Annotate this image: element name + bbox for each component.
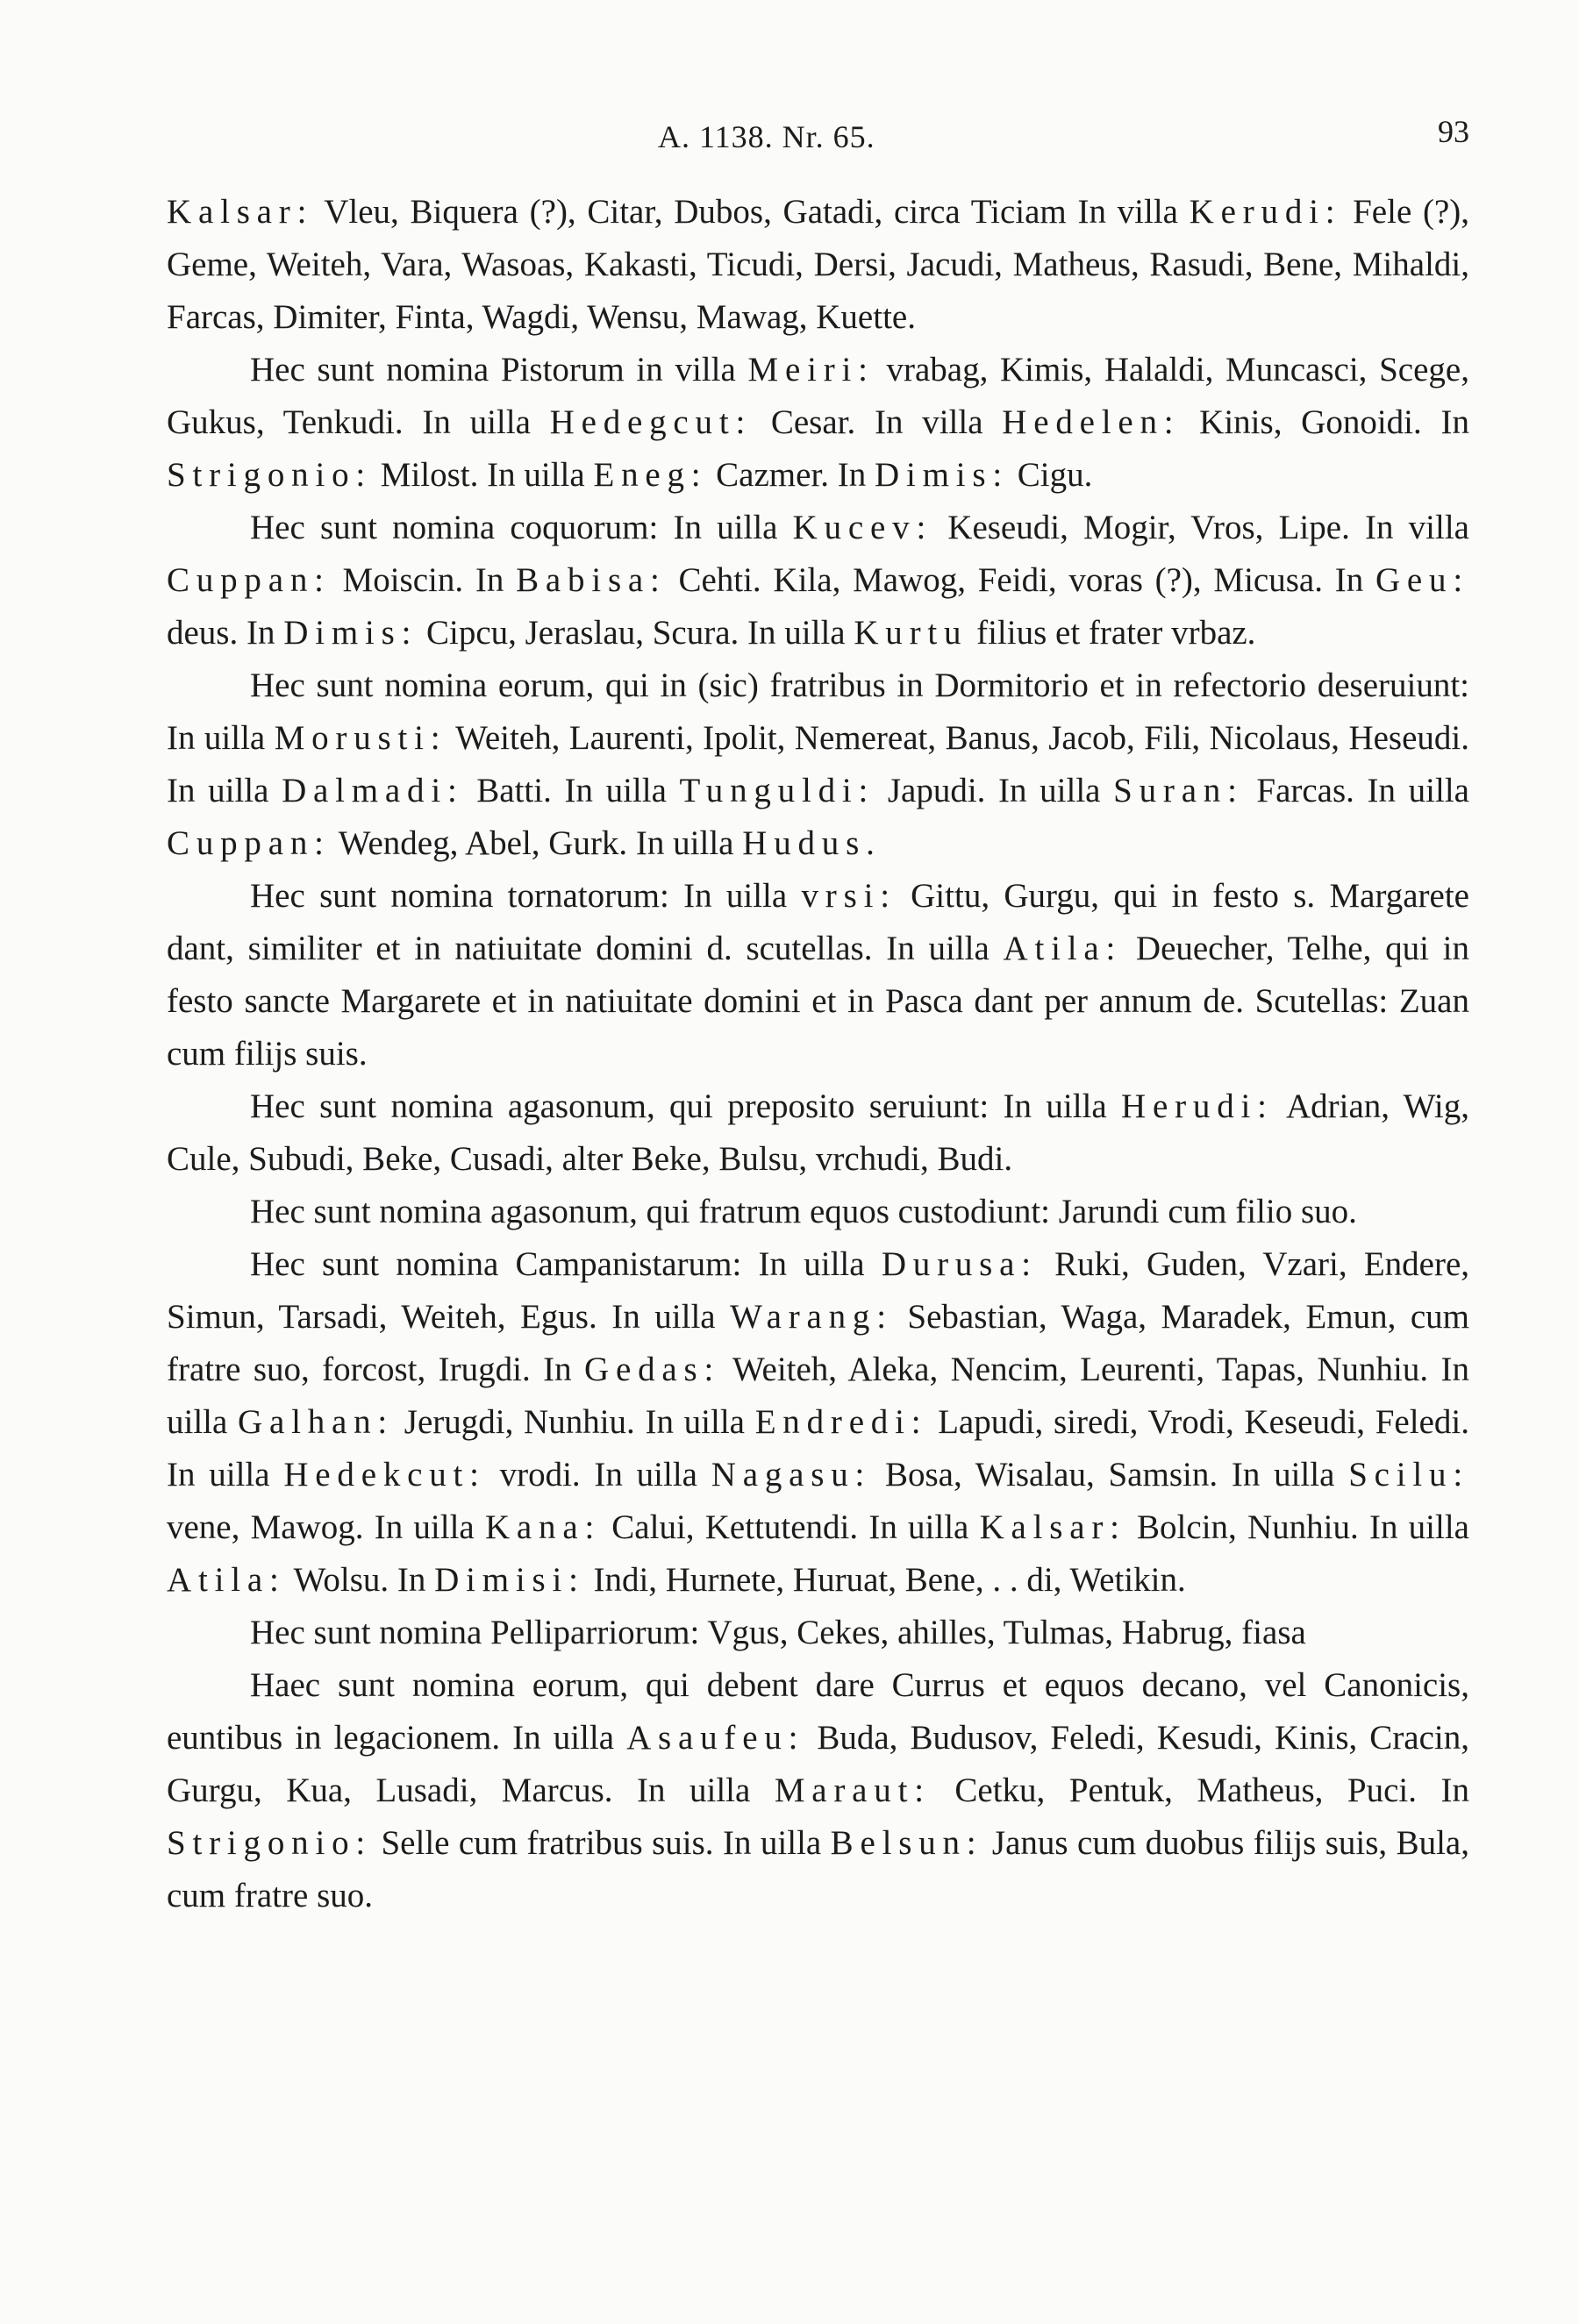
text-run: Deuecher, Telhe, qui in festo sancte Margarete et in natiuitate domini et in Pasca dant per annum de. Scutellas: Zuan cum filijs suis.	[167, 930, 1469, 1073]
paragraph	[167, 1607, 1469, 1659]
text-run: Wolsu. In	[285, 1561, 435, 1599]
text-run: Adrian, Wig, Cule, Subudi, Beke, Cusadi, alter Beke, Bulsu, vrchudi, Budi.	[167, 1087, 1469, 1178]
place-name: Dalmadi:	[282, 772, 464, 809]
place-name: Dimisi:	[434, 1561, 585, 1599]
paragraph	[167, 1080, 1469, 1186]
place-name: Endredi:	[754, 1403, 928, 1441]
text-run: Sebastian, Waga, Maradek, Emun, cum fratre suo, forcost, Irugdi. In	[167, 1298, 1469, 1388]
place-name: Hudus.	[742, 824, 882, 862]
place-name: Morusti:	[274, 719, 447, 757]
document-page	[167, 114, 1469, 1922]
place-name: Kalsar:	[167, 193, 314, 231]
text-run: Janus cum duobus filijs suis, Bula, cum fratre suo.	[167, 1824, 1469, 1914]
place-name: Asaufeu:	[626, 1719, 805, 1757]
place-name: Maraut:	[774, 1772, 931, 1809]
text-run: Jerugdi, Nunhiu. In uilla	[394, 1403, 755, 1441]
text-run: Calui, Kettutendi. In uilla	[601, 1508, 980, 1546]
place-name: Suran:	[1113, 772, 1244, 809]
running-title: A. 1138. Nr. 65.	[658, 119, 875, 154]
text-run: Cipcu, Jeraslau, Scura. In uilla	[418, 614, 854, 652]
paragraph	[167, 502, 1469, 659]
place-name: Dimis:	[875, 456, 1010, 494]
page-number: 93	[1438, 114, 1469, 149]
text-run: Lapudi, siredi, Vrodi, Keseudi, Feledi. In uilla	[167, 1403, 1469, 1493]
text-run: Weiteh, Aleka, Nencim, Leurenti, Tapas, Nunhiu. In uilla	[167, 1351, 1469, 1441]
text-run: Hec sunt nomina agasonum, qui fratrum equos custodiunt: Jarundi cum filio suo.	[250, 1193, 1357, 1230]
place-name: Durusa:	[881, 1245, 1038, 1283]
place-name: Hedegcut:	[549, 403, 753, 441]
text-run: Hec sunt nomina eorum, qui in (sic) fratribus in Dormitorio et in refectorio deseruiunt: In uilla	[167, 667, 1469, 757]
text-run: Hec sunt nomina Pistorum in villa	[250, 351, 748, 389]
text-run: Bosa, Wisalau, Samsin. In uilla	[871, 1456, 1349, 1493]
text-run: deus. In	[167, 614, 284, 652]
place-name: Belsun:	[830, 1824, 983, 1862]
place-name: Cuppan:	[167, 561, 331, 599]
text-run: Buda, Budusov, Feledi, Kesudi, Kinis, Cracin, Gurgu, Kua, Lusadi, Marcus. In uilla	[167, 1719, 1470, 1809]
text-run: Cazmer. In	[707, 456, 875, 494]
text-run: Farcas. In uilla	[1243, 772, 1469, 809]
text-run: Hec sunt nomina Campanistarum: In uilla	[250, 1245, 882, 1283]
paragraph	[167, 659, 1469, 870]
text-run: vene, Mawog. In uilla	[167, 1508, 485, 1546]
text-run: Hec sunt nomina tornatorum: In uilla	[250, 877, 802, 915]
body-text	[167, 186, 1469, 1922]
place-name: Kucev:	[792, 509, 933, 546]
text-run: Japudi. In uilla	[875, 772, 1114, 809]
paragraph	[167, 1659, 1469, 1922]
place-name: Cuppan:	[167, 824, 331, 862]
place-name: Atila:	[167, 1561, 286, 1599]
text-run: Indi, Hurnete, Huruat, Bene, . . di, Wetikin.	[584, 1561, 1186, 1599]
text-run: vrodi. In uilla	[485, 1456, 711, 1493]
place-name: vrsi:	[801, 877, 897, 915]
text-run: Haec sunt nomina eorum, qui debent dare Currus et equos decano, vel Canonicis, euntibus in legacionem. In uilla	[167, 1666, 1469, 1757]
place-name: Kalsar:	[979, 1508, 1126, 1546]
place-name: Hedekcut:	[283, 1456, 486, 1493]
text-run: Wendeg, Abel, Gurk. In uilla	[330, 824, 743, 862]
text-run: Hec sunt nomina coquorum: In uilla	[250, 509, 793, 546]
text-run: vrabag, Kimis, Halaldi, Muncasci, Scege, Gukus, Tenkudi. In uilla	[167, 351, 1469, 441]
place-name: Meiri:	[747, 351, 875, 389]
running-head	[167, 114, 1469, 175]
text-run: Milost. In uilla	[372, 456, 594, 494]
place-name: Gedas:	[584, 1351, 721, 1388]
text-run: Hec sunt nomina Pelliparriorum: Vgus, Cekes, ahilles, Tulmas, Habrug, fiasa	[250, 1614, 1306, 1651]
text-run: Keseudi, Mogir, Vros, Lipe. In villa	[932, 509, 1469, 546]
place-name: Nagasu:	[711, 1456, 872, 1493]
text-run: Cetku, Pentuk, Matheus, Puci. In	[930, 1772, 1469, 1809]
text-run: Ruki, Guden, Vzari, Endere, Simun, Tarsadi, Weiteh, Egus. In uilla	[167, 1245, 1470, 1336]
place-name: Kurtu	[854, 614, 968, 652]
place-name: Warang:	[730, 1298, 893, 1336]
text-run: Moiscin. In	[330, 561, 517, 599]
place-name: Atila:	[1003, 930, 1123, 967]
paragraph	[167, 186, 1469, 344]
paragraph	[167, 1186, 1469, 1238]
text-run: Fele (?), Geme, Weiteh, Vara, Wasoas, Kakasti, Ticudi, Dersi, Jacudi, Matheus, Rasudi, Bene, Mihaldi, Farcas, Dimiter, Finta, Wagdi, Wensu, Mawag, Kuette.	[167, 193, 1469, 336]
place-name: Tunguldi:	[679, 772, 875, 809]
place-name: Babisa:	[516, 561, 667, 599]
text-run: Cigu.	[1009, 456, 1093, 494]
text-run: Vleu, Biquera (?), Citar, Dubos, Gatadi, circa Ticiam In villa	[313, 193, 1190, 231]
paragraph	[167, 1238, 1469, 1607]
text-run: Cesar. In villa	[752, 403, 1003, 441]
text-run: Cehti. Kila, Mawog, Feidi, voras (?), Micusa. In	[666, 561, 1375, 599]
text-run: Bolcin, Nunhiu. In uilla	[1125, 1508, 1469, 1546]
text-run: Selle cum fratribus suis. In uilla	[372, 1824, 831, 1862]
place-name: Geu:	[1375, 561, 1469, 599]
place-name: Strigonio:	[167, 1824, 373, 1862]
place-name: Herudi:	[1121, 1087, 1274, 1125]
text-run: Kinis, Gonoidi. In	[1180, 403, 1469, 441]
place-name: Kerudi:	[1189, 193, 1342, 231]
text-run: Gittu, Gurgu, qui in festo s. Margarete dant, similiter et in natiuitate domini d. scutellas. In uilla	[167, 877, 1469, 967]
place-name: Galhan:	[238, 1403, 395, 1441]
place-name: Dimis:	[283, 614, 418, 652]
text-run: Hec sunt nomina agasonum, qui preposito seruiunt: In uilla	[250, 1087, 1122, 1125]
text-run: Weiteh, Laurenti, Ipolit, Nemereat, Banus, Jacob, Fili, Nicolaus, Heseudi. In uilla	[167, 719, 1469, 809]
text-run: filius et frater vrbaz.	[968, 614, 1256, 652]
text-run: Batti. In uilla	[463, 772, 680, 809]
place-name: Hedelen:	[1002, 403, 1181, 441]
place-name: Kana:	[484, 1508, 602, 1546]
paragraph	[167, 870, 1469, 1080]
place-name: Scilu:	[1348, 1456, 1469, 1493]
paragraph	[167, 344, 1469, 502]
place-name: Strigonio:	[167, 456, 373, 494]
place-name: Eneg:	[593, 456, 708, 494]
